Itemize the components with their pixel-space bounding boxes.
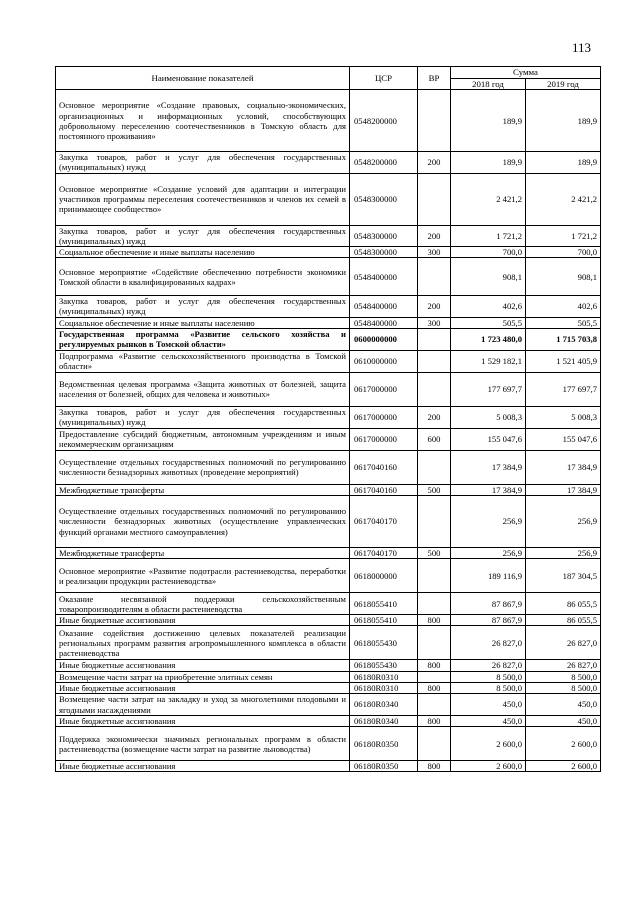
cell-2019: 908,1 [526, 258, 601, 296]
table-row [56, 296, 601, 317]
header-year-2019: 2019 год [526, 79, 601, 90]
cell-2019: 189,9 [526, 152, 601, 173]
cell-2018: 87 867,9 [451, 615, 526, 626]
cell-vr: 500 [418, 548, 451, 559]
cell-vr [418, 671, 451, 682]
cell-2018: 177 697,7 [451, 372, 526, 406]
cell-2018: 5 008,3 [451, 406, 526, 428]
cell-name: Основное мероприятие «Развитие подотрасли растениеводства, переработки и реализации продукции растениеводства» [56, 559, 350, 593]
cell-2019: 450,0 [526, 694, 601, 716]
cell-2019: 1 721,2 [526, 225, 601, 246]
cell-name: Иные бюджетные ассигнования [56, 716, 350, 727]
cell-name: Социальное обеспечение и иные выплаты населению [56, 317, 350, 328]
header-csr: ЦСР [350, 67, 418, 90]
cell-csr: 0548400000 [350, 258, 418, 296]
cell-2019: 1 521 405,9 [526, 350, 601, 372]
cell-csr: 0548400000 [350, 296, 418, 317]
cell-vr [418, 450, 451, 484]
cell-vr [418, 90, 451, 152]
cell-2018: 908,1 [451, 258, 526, 296]
table-row [56, 428, 601, 450]
cell-name: Закупка товаров, работ и услуг для обеспечения государственных (муниципальных) нужд [56, 296, 350, 317]
table-row [56, 682, 601, 693]
cell-2019: 17 384,9 [526, 450, 601, 484]
cell-name: Иные бюджетные ассигнования [56, 761, 350, 772]
cell-2019: 8 500,0 [526, 682, 601, 693]
cell-name: Иные бюджетные ассигнования [56, 615, 350, 626]
cell-name: Межбюджетные трансферты [56, 484, 350, 495]
cell-vr [418, 593, 451, 615]
cell-2018: 87 867,9 [451, 593, 526, 615]
cell-name: Закупка товаров, работ и услуг для обеспечения государственных (муниципальных) нужд [56, 406, 350, 428]
table-row [56, 593, 601, 615]
budget-table [55, 66, 601, 772]
cell-csr: 0618000000 [350, 559, 418, 593]
cell-2019: 26 827,0 [526, 660, 601, 671]
cell-vr [418, 496, 451, 548]
cell-name: Иные бюджетные ассигнования [56, 682, 350, 693]
cell-2018: 17 384,9 [451, 484, 526, 495]
cell-vr: 800 [418, 761, 451, 772]
cell-vr [418, 559, 451, 593]
cell-vr: 800 [418, 660, 451, 671]
table-row [56, 90, 601, 152]
cell-csr: 0617000000 [350, 406, 418, 428]
cell-2018: 450,0 [451, 694, 526, 716]
cell-vr: 600 [418, 428, 451, 450]
table-row [56, 328, 601, 350]
cell-vr [418, 626, 451, 660]
table-row [56, 761, 601, 772]
header-sum: Сумма [451, 67, 601, 79]
cell-csr: 06180R0340 [350, 694, 418, 716]
cell-vr: 800 [418, 615, 451, 626]
cell-vr: 200 [418, 406, 451, 428]
cell-2019: 256,9 [526, 548, 601, 559]
cell-name: Оказание несвязанной поддержки сельскохозяйственным товаропроизводителям в области растениеводства [56, 593, 350, 615]
cell-name: Осуществление отдельных государственных полномочий по регулированию численности безнадзорных животных (осуществление управленческих функций органами местного самоуправления) [56, 496, 350, 548]
cell-vr: 800 [418, 682, 451, 693]
table-row [56, 350, 601, 372]
cell-csr: 0617040160 [350, 484, 418, 495]
table-row [56, 406, 601, 428]
cell-name: Основное мероприятие «Содействие обеспечению потребности экономики Томской области в квалифицированных кадрах» [56, 258, 350, 296]
cell-2019: 189,9 [526, 90, 601, 152]
cell-csr: 06180R0310 [350, 671, 418, 682]
cell-vr [418, 328, 451, 350]
cell-csr: 0600000000 [350, 328, 418, 350]
table-row [56, 372, 601, 406]
table-row [56, 152, 601, 173]
cell-vr [418, 173, 451, 225]
cell-2019: 86 055,5 [526, 615, 601, 626]
table-row [56, 496, 601, 548]
cell-csr: 06180R0350 [350, 761, 418, 772]
cell-csr: 0617040160 [350, 450, 418, 484]
cell-vr: 300 [418, 247, 451, 258]
cell-name: Ведомственная целевая программа «Защита животных от болезней, защита населения от болезней, общих для человека и животных» [56, 372, 350, 406]
cell-2018: 256,9 [451, 548, 526, 559]
cell-2018: 17 384,9 [451, 450, 526, 484]
cell-csr: 0548300000 [350, 173, 418, 225]
cell-2018: 8 500,0 [451, 682, 526, 693]
cell-2019: 2 421,2 [526, 173, 601, 225]
cell-csr: 0617000000 [350, 428, 418, 450]
cell-csr: 06180R0350 [350, 727, 418, 761]
cell-2018: 189 116,9 [451, 559, 526, 593]
table-row [56, 671, 601, 682]
cell-vr [418, 350, 451, 372]
table-header [56, 67, 601, 90]
cell-2019: 5 008,3 [526, 406, 601, 428]
cell-2019: 256,9 [526, 496, 601, 548]
table-row [56, 626, 601, 660]
cell-2019: 187 304,5 [526, 559, 601, 593]
cell-name: Закупка товаров, работ и услуг для обеспечения государственных (муниципальных) нужд [56, 152, 350, 173]
cell-csr: 0618055410 [350, 615, 418, 626]
cell-vr: 800 [418, 716, 451, 727]
cell-name: Возмещение части затрат на закладку и уход за многолетними плодовыми и ягодными насаждениями [56, 694, 350, 716]
cell-2018: 2 600,0 [451, 727, 526, 761]
table-row [56, 660, 601, 671]
cell-2019: 2 600,0 [526, 727, 601, 761]
page-number: 113 [572, 40, 592, 55]
cell-2018: 8 500,0 [451, 671, 526, 682]
table-row [56, 247, 601, 258]
cell-csr: 0548200000 [350, 152, 418, 173]
cell-2018: 2 600,0 [451, 761, 526, 772]
table-row [56, 173, 601, 225]
cell-csr: 0617040170 [350, 548, 418, 559]
cell-vr: 200 [418, 225, 451, 246]
cell-2019: 1 715 703,8 [526, 328, 601, 350]
cell-csr: 0548200000 [350, 90, 418, 152]
cell-vr [418, 372, 451, 406]
cell-2018: 2 421,2 [451, 173, 526, 225]
cell-csr: 0618055430 [350, 626, 418, 660]
cell-vr: 200 [418, 152, 451, 173]
cell-csr: 0617000000 [350, 372, 418, 406]
cell-2019: 2 600,0 [526, 761, 601, 772]
table-row [56, 317, 601, 328]
cell-csr: 06180R0340 [350, 716, 418, 727]
cell-name: Основное мероприятие «Создание условий для адаптации и интеграции участников программы переселения соотечественников и членов их семей в принимающее сообщество» [56, 173, 350, 225]
cell-name: Оказание содействия достижению целевых показателей реализации региональных программ развития агропромышленного комплекса в области растениеводства [56, 626, 350, 660]
cell-vr: 300 [418, 317, 451, 328]
cell-2018: 256,9 [451, 496, 526, 548]
table-row [56, 258, 601, 296]
cell-vr: 500 [418, 484, 451, 495]
cell-name: Закупка товаров, работ и услуг для обеспечения государственных (муниципальных) нужд [56, 225, 350, 246]
cell-csr: 0618055430 [350, 660, 418, 671]
header-year-2018: 2018 год [451, 79, 526, 90]
cell-2018: 450,0 [451, 716, 526, 727]
cell-2019: 155 047,6 [526, 428, 601, 450]
cell-csr: 0548300000 [350, 225, 418, 246]
cell-name: Подпрограмма «Развитие сельскохозяйственного производства в Томской области» [56, 350, 350, 372]
cell-2018: 505,5 [451, 317, 526, 328]
cell-2018: 189,9 [451, 152, 526, 173]
cell-2018: 1 723 480,0 [451, 328, 526, 350]
cell-csr: 06180R0310 [350, 682, 418, 693]
cell-2018: 402,6 [451, 296, 526, 317]
header-vr: ВР [418, 67, 451, 90]
cell-name: Основное мероприятие «Создание правовых, социально-экономических, организационных и информационных условий, способствующих добровольному переселению соотечественников в Томскую область для постоянного проживания» [56, 90, 350, 152]
table-row [56, 450, 601, 484]
cell-2019: 450,0 [526, 716, 601, 727]
cell-name: Поддержка экономически значимых региональных программ в области растениеводства (возмещение части затрат на развитие льноводства) [56, 727, 350, 761]
cell-csr: 0610000000 [350, 350, 418, 372]
cell-vr [418, 694, 451, 716]
cell-csr: 0548300000 [350, 247, 418, 258]
cell-csr: 0618055410 [350, 593, 418, 615]
cell-2019: 177 697,7 [526, 372, 601, 406]
table-row [56, 716, 601, 727]
cell-name: Социальное обеспечение и иные выплаты населению [56, 247, 350, 258]
cell-name: Иные бюджетные ассигнования [56, 660, 350, 671]
cell-2018: 26 827,0 [451, 626, 526, 660]
table-row [56, 548, 601, 559]
cell-name: Возмещение части затрат на приобретение элитных семян [56, 671, 350, 682]
cell-2019: 26 827,0 [526, 626, 601, 660]
cell-2019: 505,5 [526, 317, 601, 328]
table-row [56, 559, 601, 593]
cell-2018: 700,0 [451, 247, 526, 258]
cell-name: Предоставление субсидий бюджетным, автономным учреждениям и иным некоммерческим организациям [56, 428, 350, 450]
table-row [56, 225, 601, 246]
cell-csr: 0548400000 [350, 317, 418, 328]
cell-name: Осуществление отдельных государственных полномочий по регулированию численности безнадзорных животных (проведение мероприятий) [56, 450, 350, 484]
cell-2019: 8 500,0 [526, 671, 601, 682]
cell-name: Государственная программа «Развитие сельского хозяйства и регулируемых рынков в Томской области» [56, 328, 350, 350]
table-row [56, 727, 601, 761]
cell-vr [418, 727, 451, 761]
header-name: Наименование показателей [56, 67, 350, 90]
cell-vr [418, 258, 451, 296]
cell-2019: 402,6 [526, 296, 601, 317]
cell-name: Межбюджетные трансферты [56, 548, 350, 559]
cell-2019: 86 055,5 [526, 593, 601, 615]
table-row [56, 484, 601, 495]
cell-2018: 155 047,6 [451, 428, 526, 450]
table-row [56, 694, 601, 716]
cell-2019: 17 384,9 [526, 484, 601, 495]
table-row [56, 615, 601, 626]
cell-2018: 1 529 182,1 [451, 350, 526, 372]
cell-vr: 200 [418, 296, 451, 317]
cell-2018: 26 827,0 [451, 660, 526, 671]
cell-2018: 189,9 [451, 90, 526, 152]
cell-2018: 1 721,2 [451, 225, 526, 246]
cell-csr: 0617040170 [350, 496, 418, 548]
table-body [56, 90, 601, 772]
cell-2019: 700,0 [526, 247, 601, 258]
